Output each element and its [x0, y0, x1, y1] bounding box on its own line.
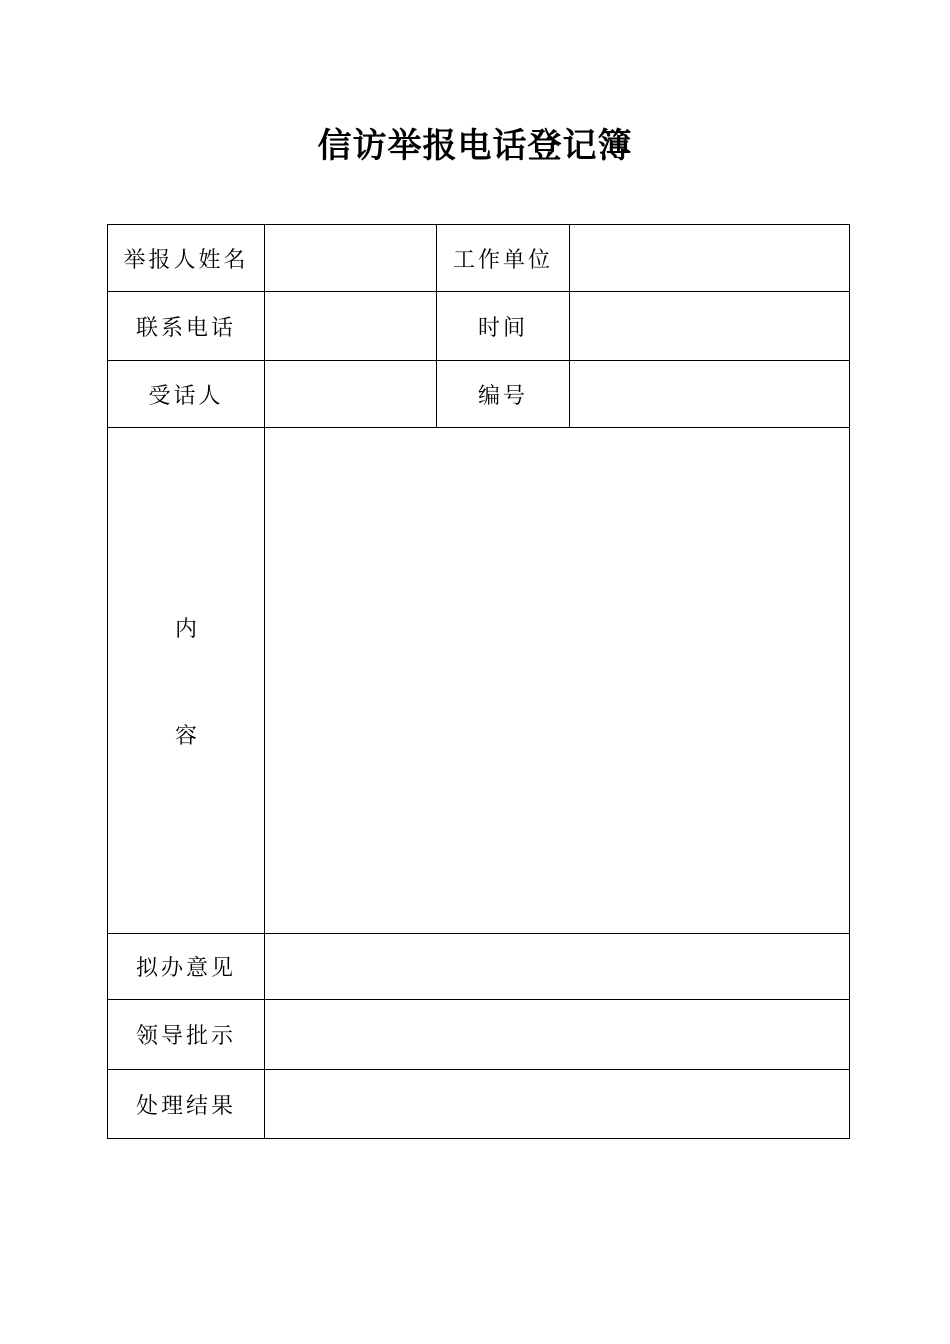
work-unit-field[interactable]	[570, 225, 850, 292]
phone-field[interactable]	[265, 292, 437, 361]
phone-label: 联系电话	[108, 292, 265, 361]
number-label: 编号	[437, 361, 570, 428]
number-field[interactable]	[570, 361, 850, 428]
form-row-phone	[108, 292, 850, 361]
form-row-instruction	[108, 1000, 850, 1070]
form-row-reporter	[108, 225, 850, 292]
content-label-char-2: 容	[174, 723, 197, 749]
content-label-char-1: 内	[174, 616, 197, 642]
registration-form	[107, 224, 850, 1139]
time-field[interactable]	[570, 292, 850, 361]
form-row-opinion	[108, 934, 850, 1000]
content-label-cell	[108, 428, 265, 934]
reporter-name-field[interactable]	[265, 225, 437, 292]
reporter-name-label: 举报人姓名	[108, 225, 265, 292]
form-row-receiver	[108, 361, 850, 428]
receiver-label: 受话人	[108, 361, 265, 428]
instruction-field[interactable]	[265, 1000, 850, 1070]
time-label: 时间	[437, 292, 570, 361]
result-label: 处理结果	[108, 1070, 265, 1139]
content-field[interactable]	[265, 428, 850, 934]
form-row-result	[108, 1070, 850, 1139]
opinion-field[interactable]	[265, 934, 850, 1000]
form-row-content	[108, 428, 850, 934]
result-field[interactable]	[265, 1070, 850, 1139]
opinion-label: 拟办意见	[108, 934, 265, 1000]
receiver-field[interactable]	[265, 361, 437, 428]
work-unit-label: 工作单位	[437, 225, 570, 292]
instruction-label: 领导批示	[108, 1000, 265, 1070]
document-title: 信访举报电话登记簿	[317, 126, 633, 166]
